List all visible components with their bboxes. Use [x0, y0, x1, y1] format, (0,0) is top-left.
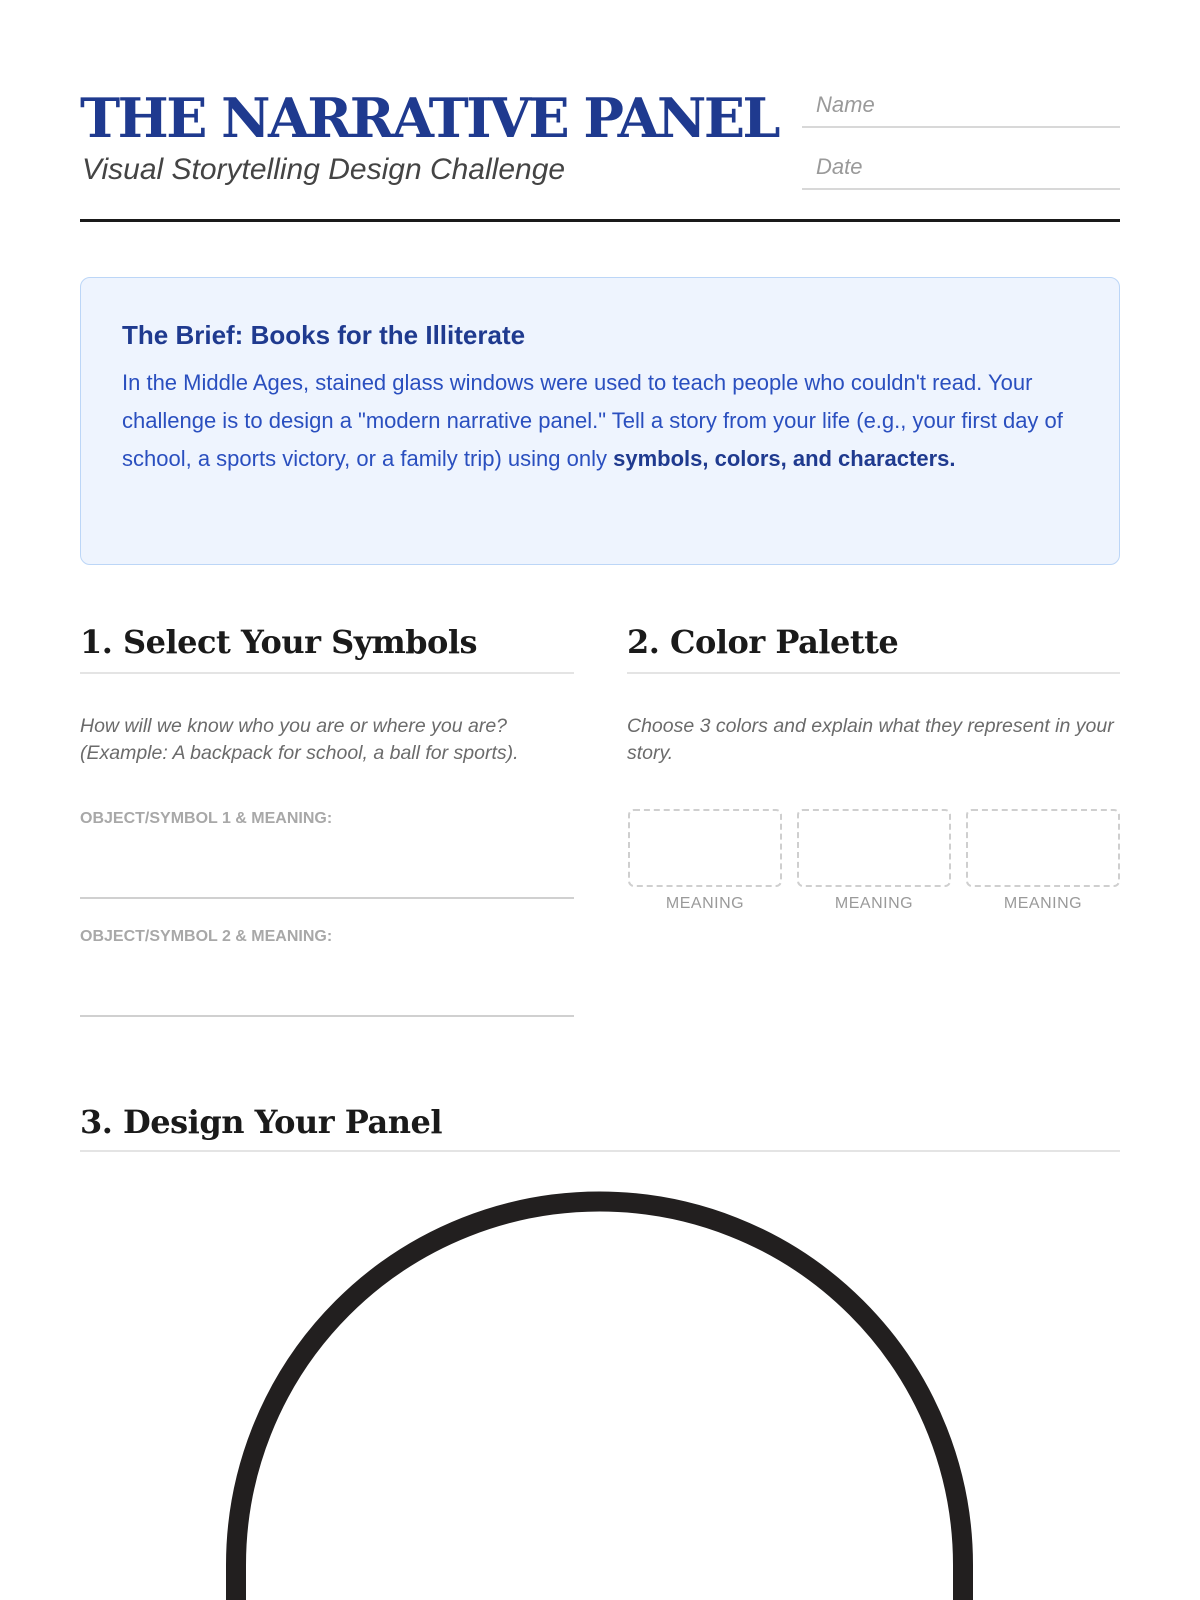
swatch-2-meaning-label: MEANING — [834, 895, 914, 912]
swatch-3-meaning-label: MEANING — [1003, 895, 1083, 912]
brief-body-text: In the Middle Ages, stained glass windows were used to teach people who couldn't read. Your challenge is to design a "modern narrative panel." Tell a story from your life (e.g., your first day of school, a sports victory, or a family trip) using only — [122, 370, 1063, 471]
page-subtitle: Visual Storytelling Design Challenge — [82, 153, 566, 186]
brief-heading: The Brief: Books for the Illiterate — [122, 320, 526, 350]
brief-body-emphasis: symbols, colors, and characters. — [613, 446, 956, 471]
palette-heading: 2. Color Palette — [627, 623, 899, 661]
arch-outline — [236, 1202, 963, 1600]
symbols-hint: How will we know who you are or where you are? (Example: A backpack for school, a ball for sports). — [80, 715, 519, 764]
design-heading: 3. Design Your Panel — [80, 1103, 442, 1141]
page-title: THE NARRATIVE PANEL — [80, 86, 778, 150]
swatch-1-meaning-label: MEANING — [665, 895, 745, 912]
symbols-heading: 1. Select Your Symbols — [80, 623, 478, 661]
symbol-2-label: OBJECT/SYMBOL 2 & MEANING: — [80, 928, 333, 945]
palette-hint: Choose 3 colors and explain what they represent in your story. — [627, 715, 1114, 764]
symbol-1-label: OBJECT/SYMBOL 1 & MEANING: — [80, 810, 333, 827]
